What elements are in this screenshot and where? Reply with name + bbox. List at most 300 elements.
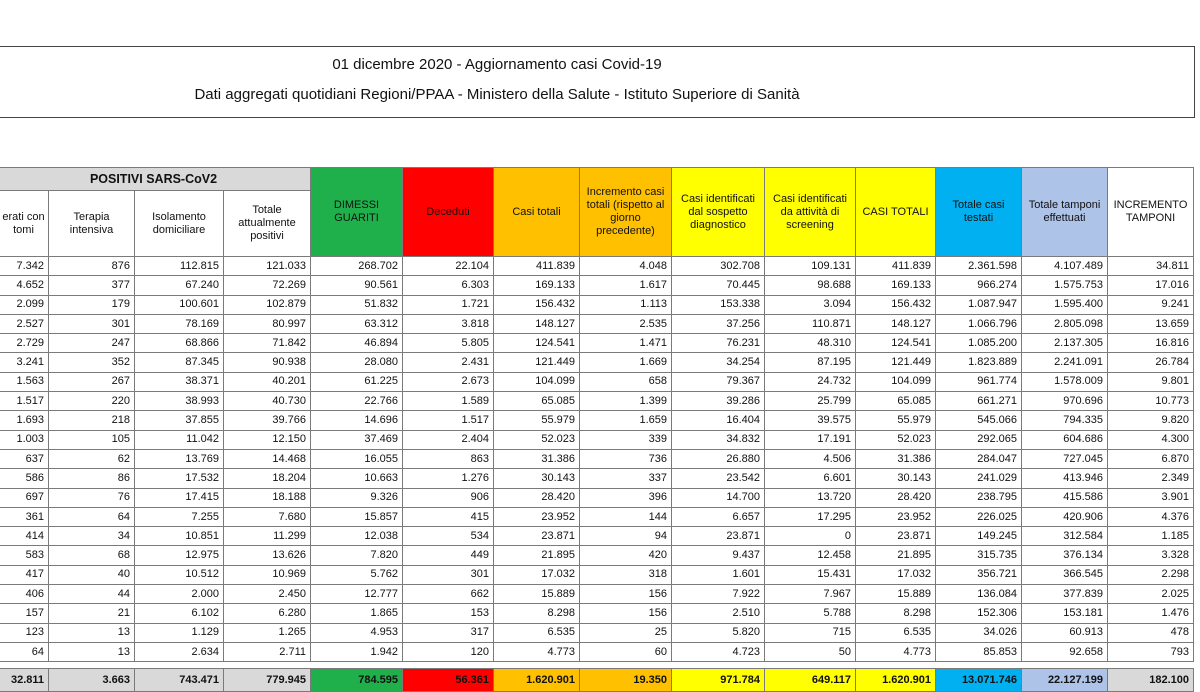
table-cell: 34.254: [672, 353, 765, 372]
table-cell: 7.967: [765, 585, 856, 604]
table-cell: 38.371: [135, 372, 224, 391]
table-cell: 156.432: [494, 295, 580, 314]
table-cell: 23.871: [494, 527, 580, 546]
table-cell: 312.584: [1022, 527, 1108, 546]
col-header-isolamento-domiciliare: Isolamento domiciliare: [135, 191, 224, 257]
table-cell: 1.517: [0, 392, 49, 411]
table-cell: 377: [49, 276, 135, 295]
table-cell: 2.634: [135, 642, 224, 661]
table-cell: 39.286: [672, 392, 765, 411]
table-cell: 2.099: [0, 295, 49, 314]
table-cell: 15.889: [856, 585, 936, 604]
table-cell: 1.865: [311, 604, 403, 623]
table-cell: 11.042: [135, 430, 224, 449]
table-cell: 3.241: [0, 353, 49, 372]
table-cell: 34.811: [1108, 257, 1194, 276]
table-cell: 961.774: [936, 372, 1022, 391]
table-cell: 478: [1108, 623, 1194, 642]
covid-data-table: [0, 167, 1194, 692]
table-spacer: [0, 662, 1194, 669]
table-cell: 144: [580, 507, 672, 526]
table-row: [0, 392, 1194, 411]
table-row: [0, 276, 1194, 295]
table-cell: 148.127: [856, 314, 936, 333]
table-cell: 124.541: [856, 334, 936, 353]
table-cell: 44: [49, 585, 135, 604]
table-cell: 13: [49, 642, 135, 661]
table-cell: 16.055: [311, 449, 403, 468]
table-cell: 16.404: [672, 411, 765, 430]
table-cell: 123: [0, 623, 49, 642]
table-cell: 34.832: [672, 430, 765, 449]
col-header-dimessi-guariti: DIMESSI GUARITI: [311, 168, 403, 257]
table-cell: 112.815: [135, 257, 224, 276]
table-cell: 417: [0, 565, 49, 584]
table-cell: 377.839: [1022, 585, 1108, 604]
table-cell: 1.693: [0, 411, 49, 430]
total-cell: 19.350: [580, 669, 672, 692]
table-cell: 2.241.091: [1022, 353, 1108, 372]
table-cell: 148.127: [494, 314, 580, 333]
table-cell: 0: [765, 527, 856, 546]
table-cell: 169.133: [494, 276, 580, 295]
table-row: [0, 546, 1194, 565]
table-row: [0, 411, 1194, 430]
table-cell: 2.000: [135, 585, 224, 604]
table-cell: 411.839: [494, 257, 580, 276]
table-cell: 238.795: [936, 488, 1022, 507]
table-cell: 1.471: [580, 334, 672, 353]
col-header-ricoverati-sintomi: erati con tomi: [0, 191, 49, 257]
table-cell: 1.185: [1108, 527, 1194, 546]
table-cell: 121.033: [224, 257, 311, 276]
table-cell: 661.271: [936, 392, 1022, 411]
table-cell: 71.842: [224, 334, 311, 353]
col-header-sospetto-diagnostico: Casi identificati dal sospetto diagnostico: [672, 168, 765, 257]
table-cell: 6.303: [403, 276, 494, 295]
table-cell: 40.730: [224, 392, 311, 411]
table-cell: 4.506: [765, 449, 856, 468]
table-row: [0, 585, 1194, 604]
table-cell: 6.601: [765, 469, 856, 488]
table-cell: 87.195: [765, 353, 856, 372]
table-cell: 102.879: [224, 295, 311, 314]
table-cell: 4.953: [311, 623, 403, 642]
total-cell: 22.127.199: [1022, 669, 1108, 692]
table-cell: 2.137.305: [1022, 334, 1108, 353]
table-cell: 40: [49, 565, 135, 584]
table-cell: 21.895: [856, 546, 936, 565]
table-row: [0, 430, 1194, 449]
table-row: [0, 507, 1194, 526]
table-cell: 30.143: [494, 469, 580, 488]
col-header-casi-totali: Casi totali: [494, 168, 580, 257]
table-cell: 9.241: [1108, 295, 1194, 314]
totals-row: [0, 669, 1194, 692]
table-cell: 34: [49, 527, 135, 546]
table-cell: 4.300: [1108, 430, 1194, 449]
table-cell: 22.104: [403, 257, 494, 276]
table-cell: 51.832: [311, 295, 403, 314]
table-cell: 396: [580, 488, 672, 507]
table-cell: 413.946: [1022, 469, 1108, 488]
table-cell: 8.298: [494, 604, 580, 623]
table-cell: 25: [580, 623, 672, 642]
table-cell: 5.805: [403, 334, 494, 353]
table-cell: 60: [580, 642, 672, 661]
table-cell: 37.469: [311, 430, 403, 449]
table-cell: 4.376: [1108, 507, 1194, 526]
table-cell: 60.913: [1022, 623, 1108, 642]
table-cell: 149.245: [936, 527, 1022, 546]
table-cell: 152.306: [936, 604, 1022, 623]
table-cell: 6.535: [856, 623, 936, 642]
table-cell: 21: [49, 604, 135, 623]
total-cell: 56.361: [403, 669, 494, 692]
table-cell: 30.143: [856, 469, 936, 488]
table-row: [0, 469, 1194, 488]
table-row: [0, 604, 1194, 623]
col-header-casi-totali-2: CASI TOTALI: [856, 168, 936, 257]
table-cell: 90.561: [311, 276, 403, 295]
col-header-deceduti: Deceduti: [403, 168, 494, 257]
table-cell: 1.113: [580, 295, 672, 314]
table-cell: 1.066.796: [936, 314, 1022, 333]
table-cell: 12.975: [135, 546, 224, 565]
table-cell: 1.578.009: [1022, 372, 1108, 391]
table-cell: 317: [403, 623, 494, 642]
table-cell: 2.431: [403, 353, 494, 372]
col-header-terapia-intensiva: Terapia intensiva: [49, 191, 135, 257]
table-cell: 15.857: [311, 507, 403, 526]
table-cell: 31.386: [494, 449, 580, 468]
table-cell: 1.517: [403, 411, 494, 430]
table-cell: 28.420: [856, 488, 936, 507]
table-cell: 14.700: [672, 488, 765, 507]
table-cell: 26.880: [672, 449, 765, 468]
table-cell: 1.476: [1108, 604, 1194, 623]
table-cell: 736: [580, 449, 672, 468]
table-cell: 1.942: [311, 642, 403, 661]
table-cell: 1.563: [0, 372, 49, 391]
table-cell: 247: [49, 334, 135, 353]
table-cell: 2.510: [672, 604, 765, 623]
table-cell: 23.952: [494, 507, 580, 526]
table-cell: 4.773: [494, 642, 580, 661]
table-cell: 46.894: [311, 334, 403, 353]
table-cell: 12.458: [765, 546, 856, 565]
table-cell: 7.820: [311, 546, 403, 565]
table-cell: 970.696: [1022, 392, 1108, 411]
total-cell: 32.811: [0, 669, 49, 692]
table-cell: 4.652: [0, 276, 49, 295]
table-cell: 2.450: [224, 585, 311, 604]
table-cell: 9.437: [672, 546, 765, 565]
table-cell: 1.669: [580, 353, 672, 372]
table-cell: 6.870: [1108, 449, 1194, 468]
table-cell: 406: [0, 585, 49, 604]
table-cell: 876: [49, 257, 135, 276]
table-cell: 13: [49, 623, 135, 642]
table-cell: 68.866: [135, 334, 224, 353]
table-cell: 121.449: [494, 353, 580, 372]
table-cell: 39.575: [765, 411, 856, 430]
table-cell: 449: [403, 546, 494, 565]
table-cell: 23.871: [672, 527, 765, 546]
table-cell: 64: [49, 507, 135, 526]
table-cell: 966.274: [936, 276, 1022, 295]
table-cell: 7.922: [672, 585, 765, 604]
table-cell: 366.545: [1022, 565, 1108, 584]
table-cell: 10.512: [135, 565, 224, 584]
table-row: [0, 314, 1194, 333]
table-cell: 5.762: [311, 565, 403, 584]
total-cell: 743.471: [135, 669, 224, 692]
table-row: [0, 449, 1194, 468]
table-cell: 6.535: [494, 623, 580, 642]
table-row: [0, 527, 1194, 546]
table-cell: 9.820: [1108, 411, 1194, 430]
table-cell: 37.855: [135, 411, 224, 430]
table-cell: 5.820: [672, 623, 765, 642]
table-cell: 301: [49, 314, 135, 333]
table-cell: 1.721: [403, 295, 494, 314]
table-cell: 86: [49, 469, 135, 488]
table-cell: 67.240: [135, 276, 224, 295]
table-row: [0, 372, 1194, 391]
table-cell: 1.265: [224, 623, 311, 642]
table-cell: 4.773: [856, 642, 936, 661]
table-cell: 414: [0, 527, 49, 546]
table-cell: 15.431: [765, 565, 856, 584]
table-cell: 10.969: [224, 565, 311, 584]
table-cell: 1.823.889: [936, 353, 1022, 372]
table-cell: 220: [49, 392, 135, 411]
table-cell: 13.659: [1108, 314, 1194, 333]
table-cell: 55.979: [494, 411, 580, 430]
table-cell: 12.038: [311, 527, 403, 546]
table-cell: 23.871: [856, 527, 936, 546]
table-cell: 110.871: [765, 314, 856, 333]
table-cell: 315.735: [936, 546, 1022, 565]
table-cell: 109.131: [765, 257, 856, 276]
table-cell: 3.094: [765, 295, 856, 314]
table-row: [0, 642, 1194, 661]
table-cell: 2.673: [403, 372, 494, 391]
table-cell: 78.169: [135, 314, 224, 333]
table-cell: 94: [580, 527, 672, 546]
table-cell: 62: [49, 449, 135, 468]
table-cell: 76.231: [672, 334, 765, 353]
table-cell: 169.133: [856, 276, 936, 295]
table-cell: 241.029: [936, 469, 1022, 488]
table-cell: 415: [403, 507, 494, 526]
table-cell: 2.404: [403, 430, 494, 449]
table-cell: 52.023: [856, 430, 936, 449]
table-cell: 2.729: [0, 334, 49, 353]
table-row: [0, 488, 1194, 507]
table-cell: 267: [49, 372, 135, 391]
col-header-tamponi-effettuati: Totale tamponi effettuati: [1022, 168, 1108, 257]
table-cell: 37.256: [672, 314, 765, 333]
table-cell: 18.204: [224, 469, 311, 488]
table-cell: 17.032: [856, 565, 936, 584]
total-cell: 13.071.746: [936, 669, 1022, 692]
table-cell: 2.711: [224, 642, 311, 661]
table-cell: 87.345: [135, 353, 224, 372]
table-cell: 34.026: [936, 623, 1022, 642]
table-row: [0, 257, 1194, 276]
table-cell: 15.889: [494, 585, 580, 604]
table-cell: 76: [49, 488, 135, 507]
table-cell: 92.658: [1022, 642, 1108, 661]
table-cell: 4.723: [672, 642, 765, 661]
table-cell: 13.720: [765, 488, 856, 507]
table-cell: 23.952: [856, 507, 936, 526]
table-cell: 12.150: [224, 430, 311, 449]
table-row: [0, 295, 1194, 314]
table-cell: 361: [0, 507, 49, 526]
table-cell: 8.298: [856, 604, 936, 623]
table-cell: 179: [49, 295, 135, 314]
table-cell: 65.085: [494, 392, 580, 411]
table-cell: 794.335: [1022, 411, 1108, 430]
table-row: [0, 353, 1194, 372]
table-cell: 25.799: [765, 392, 856, 411]
total-cell: 784.595: [311, 669, 403, 692]
table-cell: 658: [580, 372, 672, 391]
table-cell: 284.047: [936, 449, 1022, 468]
table-cell: 24.732: [765, 372, 856, 391]
table-cell: 98.688: [765, 276, 856, 295]
table-cell: 376.134: [1022, 546, 1108, 565]
table-cell: 156.432: [856, 295, 936, 314]
table-cell: 40.201: [224, 372, 311, 391]
table-cell: 302.708: [672, 257, 765, 276]
table-cell: 420: [580, 546, 672, 565]
table-cell: 11.299: [224, 527, 311, 546]
table-cell: 2.361.598: [936, 257, 1022, 276]
table-cell: 16.816: [1108, 334, 1194, 353]
table-cell: 124.541: [494, 334, 580, 353]
table-cell: 157: [0, 604, 49, 623]
table-cell: 2.298: [1108, 565, 1194, 584]
table-cell: 48.310: [765, 334, 856, 353]
table-cell: 3.328: [1108, 546, 1194, 565]
table-cell: 727.045: [1022, 449, 1108, 468]
table-cell: 337: [580, 469, 672, 488]
table-cell: 153.338: [672, 295, 765, 314]
table-cell: 411.839: [856, 257, 936, 276]
table-cell: 90.938: [224, 353, 311, 372]
table-cell: 4.107.489: [1022, 257, 1108, 276]
report-title: 01 dicembre 2020 - Aggiornamento casi Covid-19: [332, 56, 662, 73]
table-cell: 1.659: [580, 411, 672, 430]
table-cell: 14.468: [224, 449, 311, 468]
table-cell: 2.805.098: [1022, 314, 1108, 333]
table-cell: 1.575.753: [1022, 276, 1108, 295]
table-cell: 156: [580, 604, 672, 623]
table-cell: 5.788: [765, 604, 856, 623]
table-cell: 226.025: [936, 507, 1022, 526]
report-subtitle: Dati aggregati quotidiani Regioni/PPAA - Ministero della Salute - Istituto Superiore di Sanità: [194, 86, 800, 103]
table-cell: 26.784: [1108, 353, 1194, 372]
table-cell: 61.225: [311, 372, 403, 391]
table-cell: 28.080: [311, 353, 403, 372]
table-cell: 38.993: [135, 392, 224, 411]
table-cell: 662: [403, 585, 494, 604]
table-cell: 1.595.400: [1022, 295, 1108, 314]
table-cell: 9.801: [1108, 372, 1194, 391]
table-cell: 17.016: [1108, 276, 1194, 295]
table-cell: 28.420: [494, 488, 580, 507]
table-cell: 10.663: [311, 469, 403, 488]
table-cell: 12.777: [311, 585, 403, 604]
table-cell: 604.686: [1022, 430, 1108, 449]
table-cell: 55.979: [856, 411, 936, 430]
table-cell: 545.066: [936, 411, 1022, 430]
table-cell: 80.997: [224, 314, 311, 333]
table-cell: 715: [765, 623, 856, 642]
table-cell: 1.601: [672, 565, 765, 584]
table-cell: 1.003: [0, 430, 49, 449]
table-cell: 104.099: [856, 372, 936, 391]
table-cell: 420.906: [1022, 507, 1108, 526]
table-cell: 100.601: [135, 295, 224, 314]
table-cell: 2.527: [0, 314, 49, 333]
table-cell: 136.084: [936, 585, 1022, 604]
table-cell: 6.657: [672, 507, 765, 526]
table-cell: 2.349: [1108, 469, 1194, 488]
table-cell: 17.532: [135, 469, 224, 488]
table-cell: 1.589: [403, 392, 494, 411]
table-cell: 534: [403, 527, 494, 546]
table-cell: 3.901: [1108, 488, 1194, 507]
table-row: [0, 565, 1194, 584]
table-cell: 637: [0, 449, 49, 468]
table-cell: 793: [1108, 642, 1194, 661]
table-cell: 65.085: [856, 392, 936, 411]
table-cell: 39.766: [224, 411, 311, 430]
table-cell: 7.255: [135, 507, 224, 526]
col-header-attualmente-positivi: Totale attualmente positivi: [224, 191, 311, 257]
table-cell: 64: [0, 642, 49, 661]
table-cell: 21.895: [494, 546, 580, 565]
table-cell: 18.188: [224, 488, 311, 507]
group-header-positivi: POSITIVI SARS-CoV2: [0, 168, 311, 191]
table-cell: 1.617: [580, 276, 672, 295]
table-cell: 17.295: [765, 507, 856, 526]
table-cell: 6.102: [135, 604, 224, 623]
table-cell: 153: [403, 604, 494, 623]
col-header-casi-testati: Totale casi testati: [936, 168, 1022, 257]
table-cell: 6.280: [224, 604, 311, 623]
table-cell: 22.766: [311, 392, 403, 411]
table-cell: 352: [49, 353, 135, 372]
table-cell: 63.312: [311, 314, 403, 333]
table-cell: 50: [765, 642, 856, 661]
table-cell: 153.181: [1022, 604, 1108, 623]
table-cell: 17.032: [494, 565, 580, 584]
table-cell: 120: [403, 642, 494, 661]
table-cell: 268.702: [311, 257, 403, 276]
table-cell: 13.626: [224, 546, 311, 565]
table-cell: 906: [403, 488, 494, 507]
table-cell: 1.276: [403, 469, 494, 488]
total-cell: 779.945: [224, 669, 311, 692]
table-cell: 13.769: [135, 449, 224, 468]
table-cell: 7.680: [224, 507, 311, 526]
